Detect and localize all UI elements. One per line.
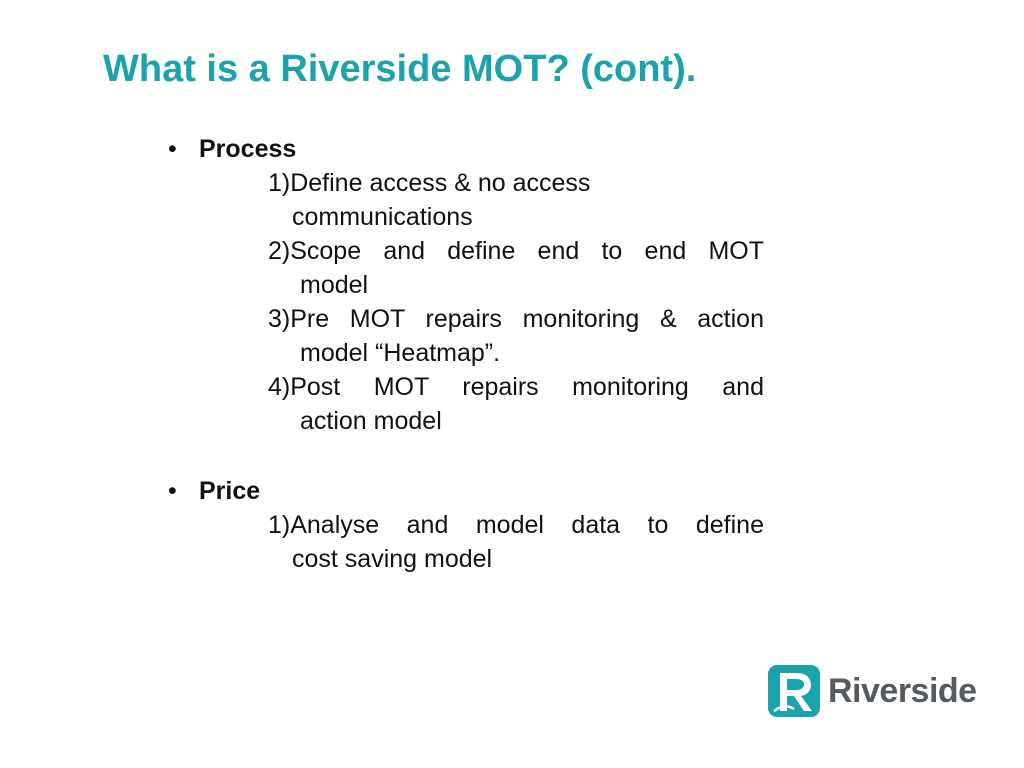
- list-item: [268, 370, 764, 438]
- list-item: [268, 166, 764, 234]
- logo-text: Riverside: [828, 672, 977, 710]
- list-item: [268, 508, 764, 576]
- list-item: [268, 302, 764, 370]
- list-item: [268, 234, 764, 302]
- slide-title: What is a Riverside MOT? (cont).: [103, 48, 697, 90]
- bullet-dot-icon: •: [168, 135, 177, 163]
- bullet-dot-icon: •: [168, 477, 177, 505]
- item-line: 2)Scope and define end to end MOT: [268, 237, 764, 265]
- item-line: 1)Analyse and model data to define: [268, 511, 764, 539]
- item-line: action model: [300, 407, 442, 435]
- riverside-logo-mark-icon: [768, 665, 820, 717]
- item-line: model: [300, 271, 369, 299]
- process-list: [268, 166, 764, 438]
- item-line: 1)Define access & no access: [268, 169, 591, 197]
- section-heading-process: Process: [199, 135, 297, 163]
- item-line: communications: [292, 203, 473, 231]
- item-line: 4)Post MOT repairs monitoring and: [268, 373, 764, 401]
- price-list: [268, 508, 764, 576]
- section-heading-price: Price: [199, 477, 261, 505]
- riverside-logo: [768, 664, 978, 720]
- item-line: model “Heatmap”.: [300, 339, 501, 367]
- item-line: 3)Pre MOT repairs monitoring & action: [268, 305, 764, 333]
- item-line: cost saving model: [292, 545, 493, 573]
